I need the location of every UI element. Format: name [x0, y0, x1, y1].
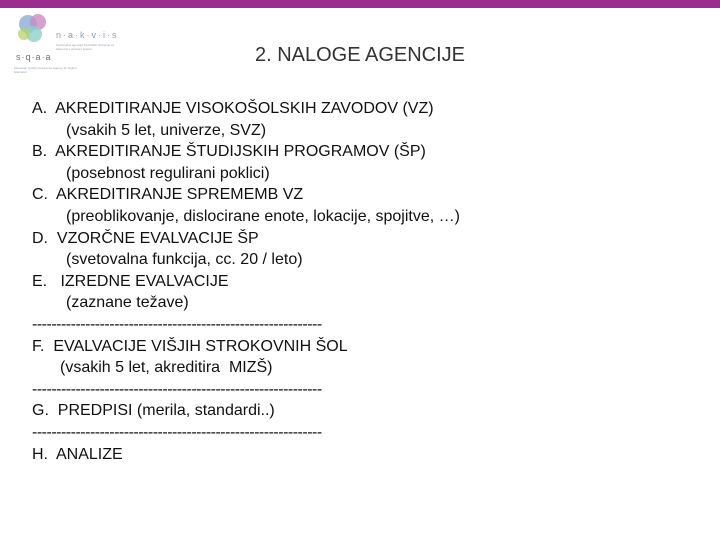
logo-sqaa-wordmark: s·q·a·a — [16, 52, 52, 62]
item-a: A. AKREDITIRANJE VISOKOŠOLSKIH ZAVODOV (VZ) — [32, 100, 434, 117]
slide-title-text: 2. NALOGE AGENCIJE — [254, 44, 466, 66]
slide-title — [0, 44, 720, 67]
task-list — [32, 98, 692, 465]
logo-nakvis-wordmark: n·a·k·v·i·s — [56, 30, 119, 40]
separator-line: ------------------------------------------------------------ — [32, 380, 322, 398]
logo-nakvis-subtitle: Nacionalna agencija Republike Slovenije za kakovost v visokem šolstvu — [56, 43, 115, 51]
item-e-note: (zaznane težave) — [66, 294, 189, 312]
item-c: C. AKREDITIRANJE SPREMEMB VZ — [32, 186, 304, 204]
item-c-note: (preoblikovanje, dislocirane enote, lokacije, spojitve, …) — [66, 207, 460, 225]
item-d: D. VZORČNE EVALVACIJE ŠP — [32, 229, 259, 247]
separator-line: ------------------------------------------------------------ — [32, 315, 322, 333]
top-accent-bar — [0, 0, 720, 8]
item-g: G. PREDPISI (merila, standardi..) — [32, 402, 275, 420]
item-d-note: (svetovalna funkcija, cc. 20 / leto) — [66, 251, 303, 269]
item-f: F. EVALVACIJE VIŠJIH STROKOVNIH ŠOL — [32, 337, 348, 355]
item-f-note: (vsakih 5 let, akreditira MIZŠ) — [60, 359, 273, 377]
logo-sqaa-subtitle: Slovenian Quality Assurance Agency for Higher Education — [14, 66, 77, 74]
item-b-note: (posebnost regulirani poklici) — [66, 164, 270, 182]
item-h: H. ANALIZE — [32, 445, 123, 463]
separator-line: ------------------------------------------------------------ — [32, 423, 322, 441]
item-b: B. AKREDITIRANJE ŠTUDIJSKIH PROGRAMOV (ŠP) — [32, 143, 426, 161]
item-e: E. IZREDNE EVALVACIJE — [32, 272, 229, 290]
item-a-note: (vsakih 5 let, univerze, SVZ) — [66, 121, 267, 139]
